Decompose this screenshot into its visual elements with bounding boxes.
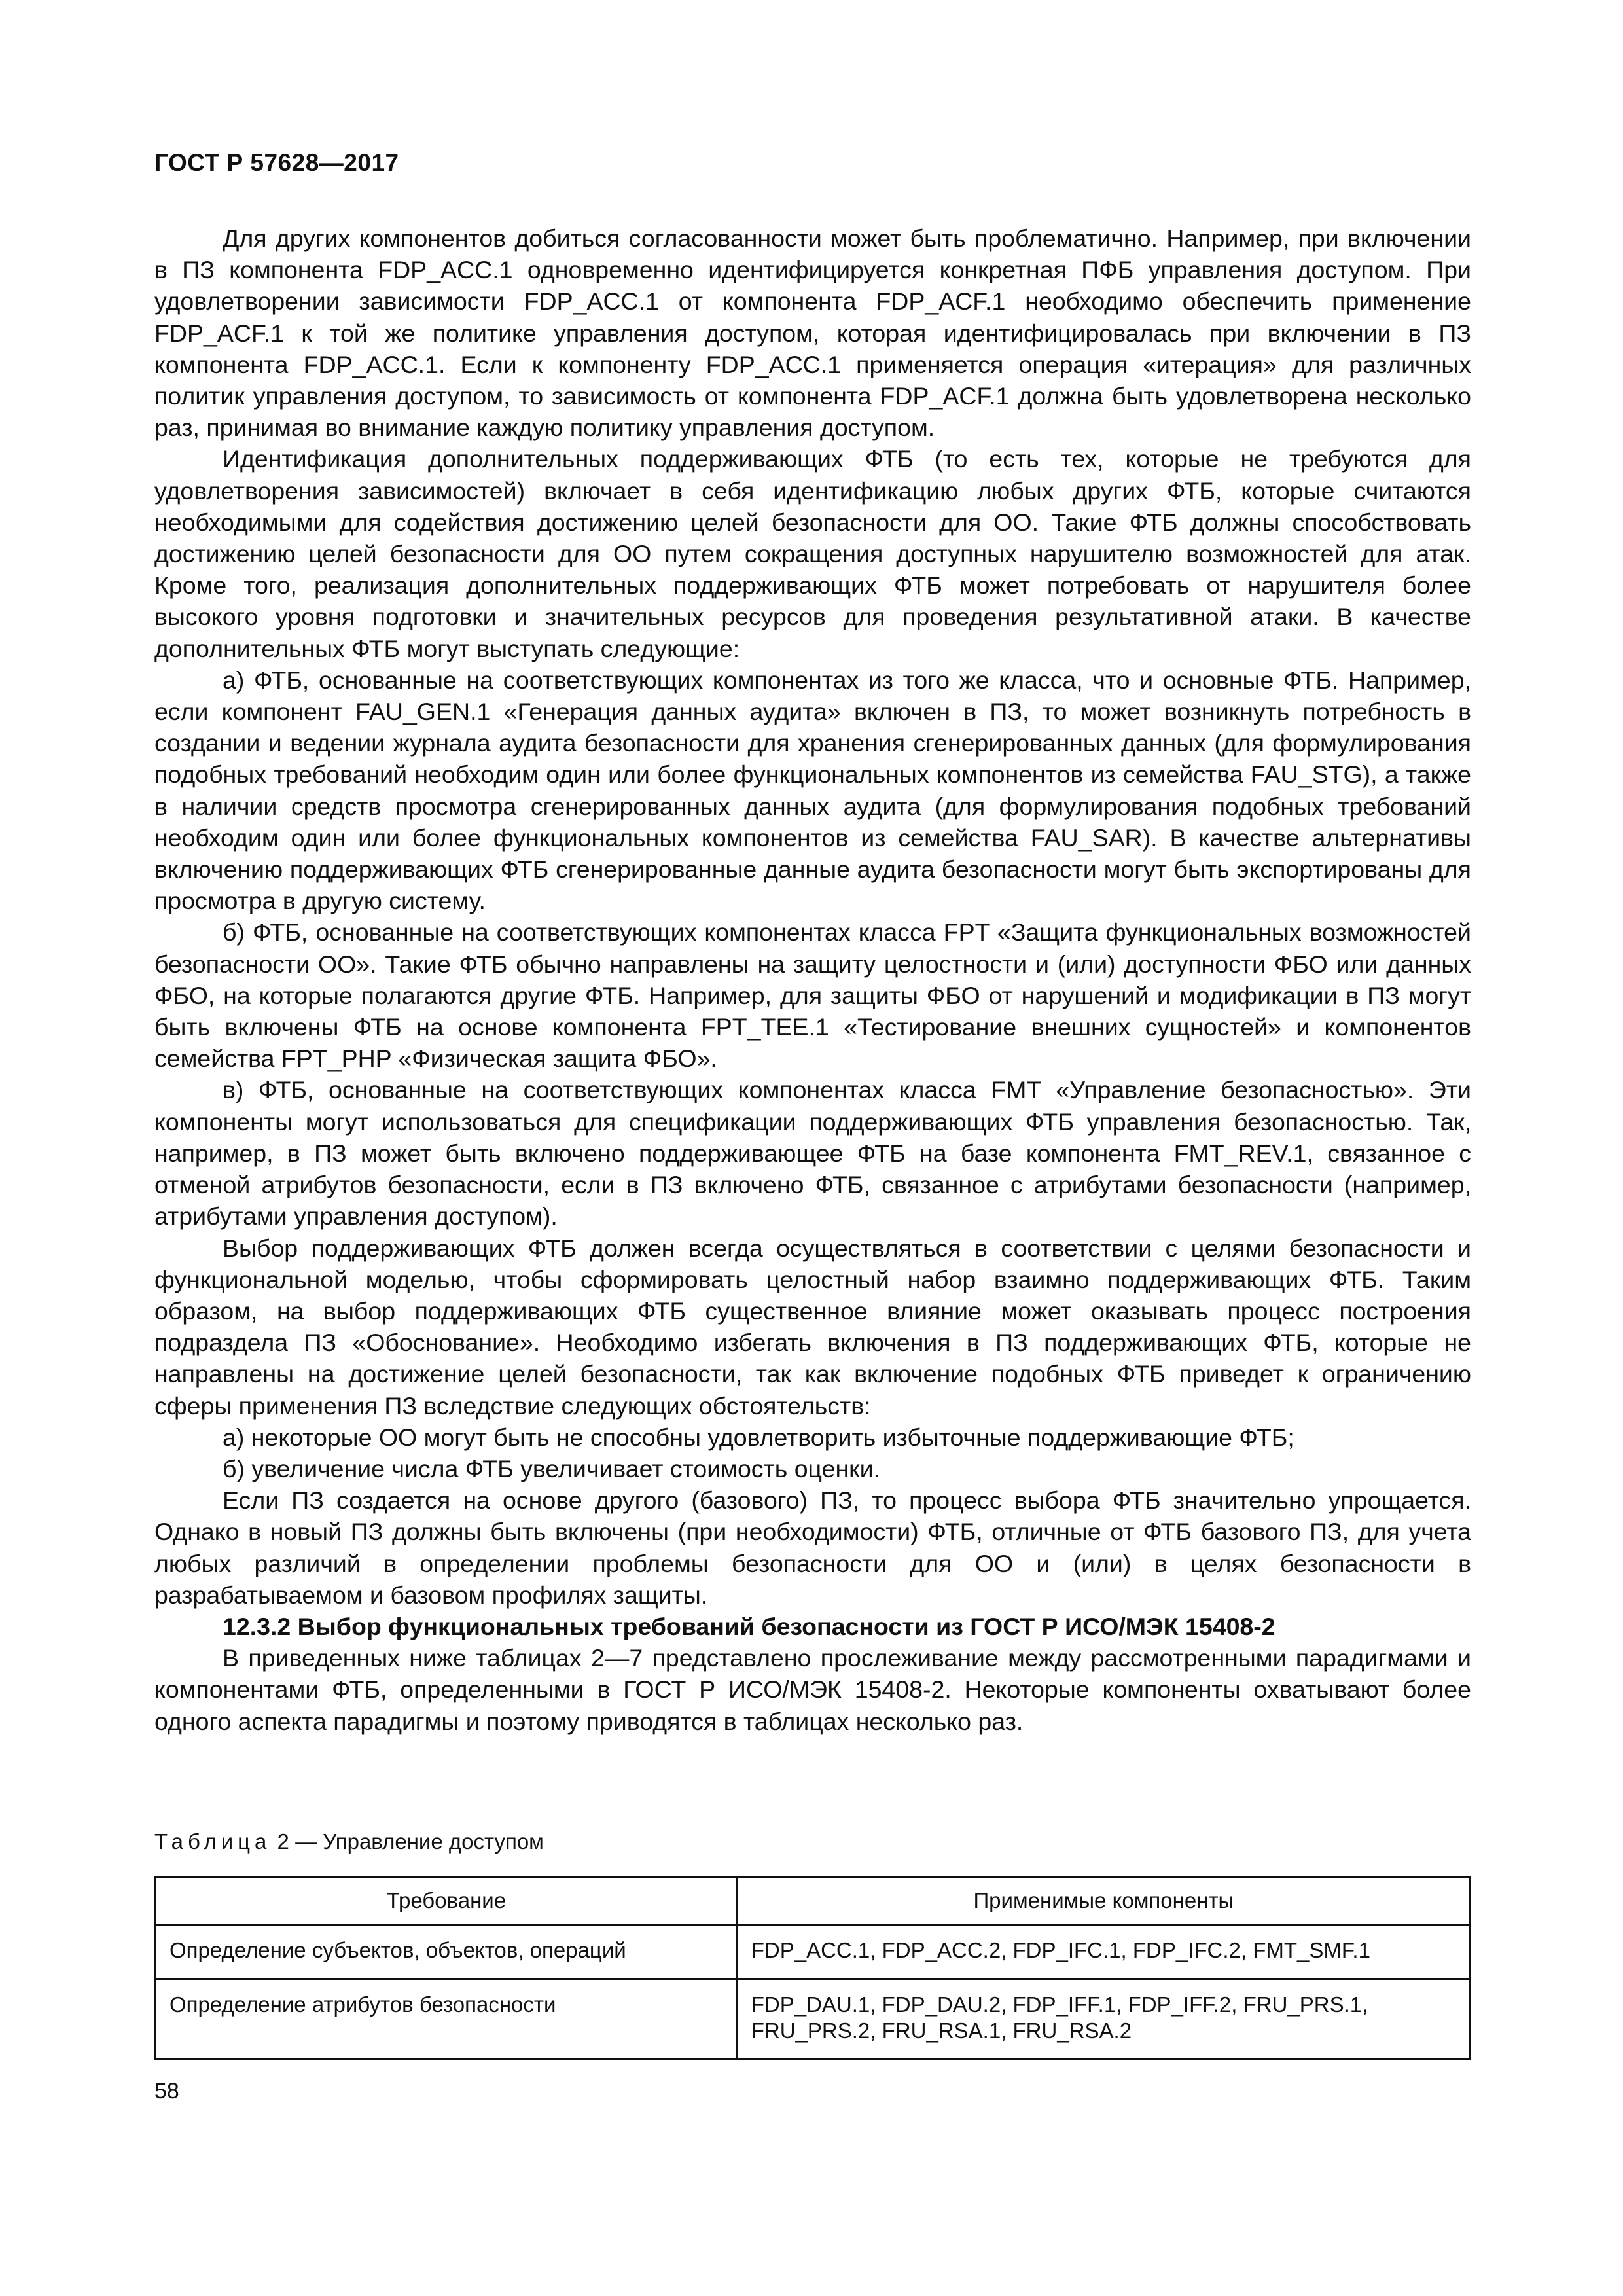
table-cell: FDP_ACC.1, FDP_ACC.2, FDP_IFC.1, FDP_IFC.2, FMT_SMF.1 [737, 1925, 1470, 1979]
page-number: 58 [154, 2079, 179, 2104]
table-cell: FDP_DAU.1, FDP_DAU.2, FDP_IFF.1, FDP_IFF.2, FRU_PRS.1, FRU_PRS.2, FRU_RSA.1, FRU_RSA.2 [737, 1979, 1470, 2060]
section-heading: 12.3.2 Выбор функциональных требований безопасности из ГОСТ Р ИСО/МЭК 15408-2 [223, 1612, 1275, 1640]
table-row [156, 1925, 1471, 1979]
paragraph: Идентификация дополнительных поддерживающих ФТБ (то есть тех, которые не требуются для удовлетворения зависимостей) включает в себя идентификацию любых других ФТБ, которые считаются необходимыми для содействия достижению целей безопасности для ОО. Такие ФТБ должны способствовать достижению целей безопасности для ОО путем сокращения доступных нарушителю возможностей для атак. Кроме того, реализация дополнительных поддерживающих ФТБ может потребовать от нарушителя более высокого уровня подготовки и значительных ресурсов для проведения результативной атаки. В качестве дополнительных ФТБ могут выступать следующие: [154, 445, 1471, 662]
paragraph: Для других компонентов добиться согласованности может быть проблематично. Например, при включении в ПЗ компонента FDP_ACC.1 одновременно идентифицируется конкретная ПФБ управления доступом. При удовлетворении зависимости FDP_ACC.1 от компонента FDP_ACF.1 необходимо обеспечить применение FDP_ACF.1 к той же политике управления доступом, которая идентифицировалась при включении в ПЗ компонента FDP_ACC.1. Если к компоненту FDP_ACC.1 применяется операция «итерация» для различных политик управления доступом, то зависимость от компонента FDP_ACF.1 должна быть удовлетворена несколько раз, принимая во внимание каждую политику управления доступом. [154, 224, 1471, 442]
table-cell: Определение субъектов, объектов, операций [156, 1925, 738, 1979]
requirements-table [154, 1876, 1471, 2060]
list-item: а) некоторые ОО могут быть не способны удовлетворить избыточные поддерживающие ФТБ; [223, 1423, 1294, 1451]
list-item: в) ФТБ, основанные на соответствующих компонентах класса FMT «Управление безопасностью». Эти компоненты могут использоваться для спецификации поддерживающих ФТБ управления безопасностью. Так, например, в ПЗ может быть включено поддерживающее ФТБ на базе компонента FMT_REV.1, связанное с отменой атрибутов безопасности, если в ПЗ включено ФТБ, связанное с атрибутами безопасности (например, атрибутами управления доступом). [154, 1076, 1471, 1230]
table-caption-label: Таблица [154, 1829, 272, 1854]
table-header-row [156, 1877, 1471, 1925]
table-row [156, 1979, 1471, 2060]
list-item: б) ФТБ, основанные на соответствующих компонентах класса FPT «Защита функциональных возможностей безопасности ОО». Такие ФТБ обычно направлены на защиту целостности и (или) доступности ФБО или данных ФБО, на которые полагаются другие ФТБ. Например, для защиты ФБО от нарушений и модификации в ПЗ могут быть включены ФТБ на основе компонента FPT_TEE.1 «Тестирование внешних сущностей» и компонентов семейства FPT_PHP «Физическая защита ФБО». [154, 918, 1471, 1073]
paragraph: Выбор поддерживающих ФТБ должен всегда осуществляться в соответствии с целями безопасности и функциональной моделью, чтобы сформировать целостный набор взаимно поддерживающих ФТБ. Таким образом, на выбор поддерживающих ФТБ существенное влияние может оказывать процесс построения подраздела ПЗ «Обоснование». Необходимо избегать включения в ПЗ поддерживающих ФТБ, которые не направлены на достижение целей безопасности, так как включение подобных ФТБ приведет к ограничению сферы применения ПЗ вследствие следующих обстоятельств: [154, 1234, 1471, 1420]
paragraph: Если ПЗ создается на основе другого (базового) ПЗ, то процесс выбора ФТБ значительно упрощается. Однако в новый ПЗ должны быть включены (при необходимости) ФТБ, отличные от ФТБ базового ПЗ, для учета любых различий в определении проблемы безопасности для ОО и (или) в целях безопасности в разрабатываемом и базовом профилях защиты. [154, 1486, 1471, 1609]
column-header: Требование [156, 1877, 738, 1925]
list-item: а) ФТБ, основанные на соответствующих компонентах из того же класса, что и основные ФТБ. Например, если компонент FAU_GEN.1 «Генерация данных аудита» включен в ПЗ, то может возникнуть потребность в создании и ведении журнала аудита безопасности для хранения сгенерированных данных (для формулирования подобных требований необходим один или более функциональных компонентов из семейства FAU_STG), а также в наличии средств просмотра сгенерированных данных аудита (для формулирования подобных требований необходим один или более функциональных компонентов из семейства FAU_SAR). В качестве альтернативы включению поддерживающих ФТБ сгенерированные данные аудита безопасности могут быть экспортированы для просмотра в другую систему. [154, 666, 1471, 915]
table-caption [154, 1829, 544, 1855]
column-header: Применимые компоненты [737, 1877, 1470, 1925]
document-header: ГОСТ Р 57628—2017 [154, 149, 399, 176]
list-item: б) увеличение числа ФТБ увеличивает стоимость оценки. [223, 1454, 880, 1482]
table-caption-title: 2 — Управление доступом [271, 1829, 544, 1854]
paragraph: В приведенных ниже таблицах 2—7 представлено прослеживание между рассмотренными парадигмами и компонентами ФТБ, определенными в ГОСТ Р ИСО/МЭК 15408-2. Некоторые компоненты охватывают более одного аспекта парадигмы и поэтому приводятся в таблицах несколько раз. [154, 1644, 1471, 1735]
table-cell: Определение атрибутов безопасности [156, 1979, 738, 2060]
body-text [154, 223, 1471, 1737]
